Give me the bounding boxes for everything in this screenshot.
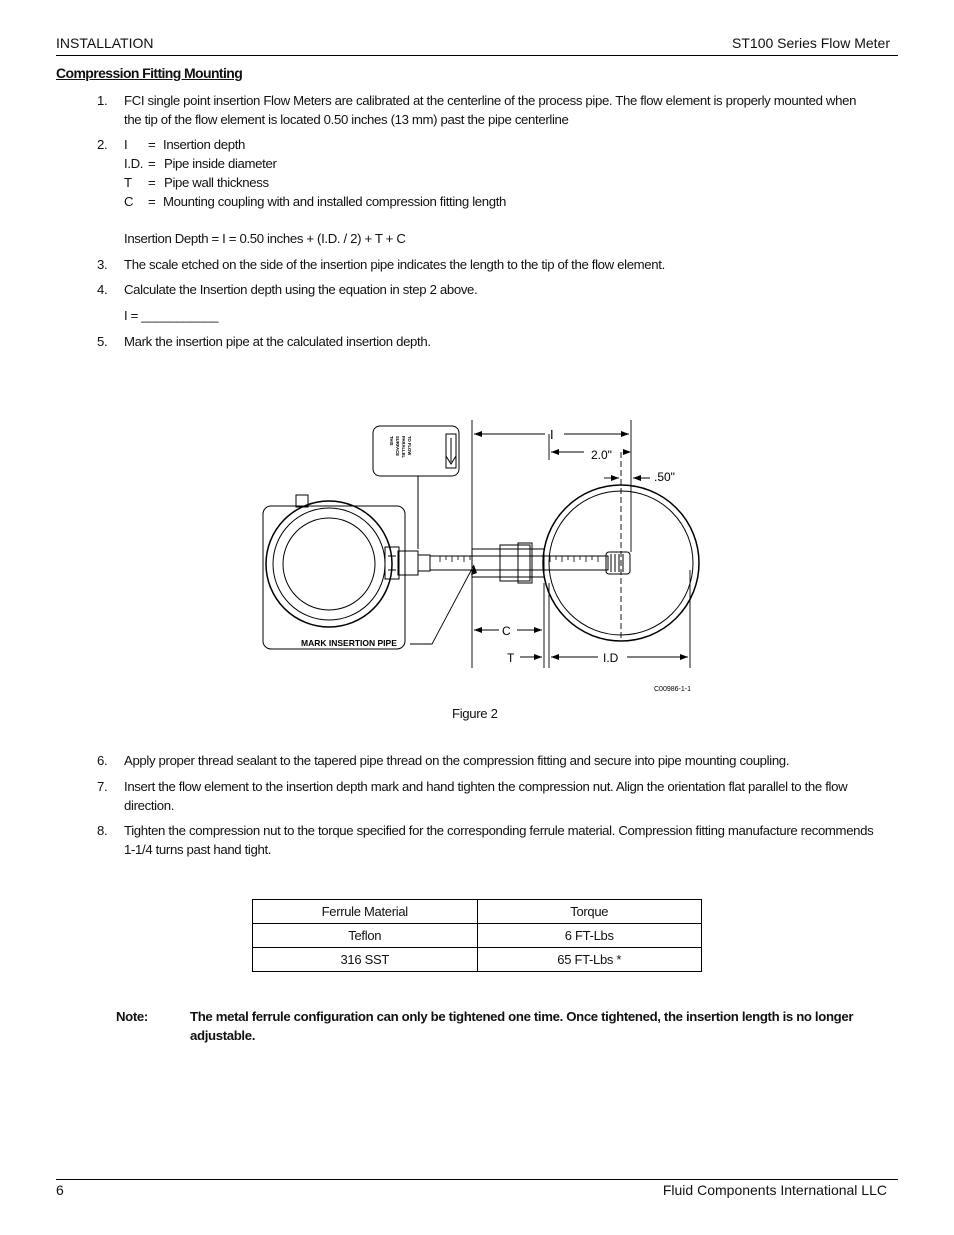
note-label: Note: [116, 1009, 148, 1024]
table-cell: Teflon [253, 924, 478, 948]
step-3-number: 3. [97, 257, 108, 272]
note-line-1: The metal ferrule configuration can only be tightened one time. Once tightened, the insertion length is no longer [190, 1009, 854, 1024]
step-7-line-2: direction. [124, 798, 175, 813]
step-4-text: Calculate the Insertion depth using the equation in step 2 above. [124, 282, 478, 297]
mounting-coupling [472, 549, 544, 577]
step-1-text [124, 91, 900, 129]
table-cell: 6 FT-Lbs [477, 924, 702, 948]
mark-insertion-pipe-label: MARK INSERTION PIPE [301, 638, 397, 648]
step-6-number: 6. [97, 753, 108, 768]
table-row [253, 924, 702, 948]
header-section-label: INSTALLATION [56, 35, 154, 51]
footer-company-name: Fluid Components International LLC [662, 1182, 887, 1198]
header-rule [56, 55, 898, 56]
table-header-row [253, 900, 702, 924]
step-1-line-2: the tip of the flow element is located 0.50 inches (13 mm) past the pipe centerline [124, 112, 569, 127]
step-5-number: 5. [97, 334, 108, 349]
step-8-line-2: 1-1/4 turns past hand tight. [124, 842, 272, 857]
step-7-line-1: Insert the flow element to the insertion depth mark and hand tighten the compression nut. Align the orientation flat parallel to the flow [124, 779, 848, 794]
transmitter-enclosure [266, 501, 392, 627]
mark-leader-line [410, 565, 474, 644]
drawing-code: C00986-1-1 [654, 686, 691, 693]
insertion-depth-formula: Insertion Depth = I = 0.50 inches + (I.D. / 2) + T + C [124, 231, 406, 246]
dimension-label-T: T [507, 651, 515, 665]
step-6-text: Apply proper thread sealant to the tapered pipe thread on the compression fitting and secure into pipe mounting coupling. [124, 753, 790, 768]
table-header-cell: Ferrule Material [253, 900, 478, 924]
step-2-number: 2. [97, 137, 108, 152]
step-7-text [124, 777, 900, 815]
step-2-definitions [124, 135, 900, 211]
figure-2-drawing [250, 415, 710, 700]
insertion-pipe [430, 556, 608, 570]
svg-text:PARALLEL: PARALLEL [401, 436, 406, 459]
orientation-tag-text [389, 436, 412, 458]
svg-text:TO FLOW: TO FLOW [407, 436, 412, 456]
table-header-cell: Torque [477, 900, 702, 924]
dimension-label-I: I [550, 427, 554, 442]
table-row [253, 948, 702, 972]
note-text [190, 1007, 900, 1045]
table-cell: 65 FT-Lbs * [477, 948, 702, 972]
table-cell: 316 SST [253, 948, 478, 972]
dimension-label-ID: I.D [603, 651, 619, 665]
footer-page-number: 6 [56, 1182, 64, 1198]
note-line-2: adjustable. [190, 1028, 256, 1043]
step-8-text [124, 821, 900, 859]
step-5-text: Mark the insertion pipe at the calculated insertion depth. [124, 334, 431, 349]
definition-row: C = Mounting coupling with and installed compression fitting length [124, 194, 507, 209]
insertion-depth-blank: I = ___________ [124, 308, 219, 323]
definition-row: T = Pipe wall thickness [124, 175, 269, 190]
footer-rule [56, 1179, 898, 1180]
sensor-tip [606, 552, 630, 574]
definition-row: I.D. = Pipe inside diameter [124, 156, 277, 171]
section-title: Compression Fitting Mounting [56, 65, 243, 81]
step-7-number: 7. [97, 779, 108, 794]
figure-caption: Figure 2 [452, 706, 498, 721]
step-1-line-1: FCI single point insertion Flow Meters are calibrated at the centerline of the process pipe. The flow element is properly mounted when [124, 93, 857, 108]
step-8-number: 8. [97, 823, 108, 838]
dimension-label-050: .50" [654, 470, 675, 484]
step-8-line-1: Tighten the compression nut to the torque specified for the corresponding ferrule material. Compression fitting manufacture recommends [124, 823, 874, 838]
svg-text:SURFACE: SURFACE [395, 436, 400, 457]
insertion-pipe-scale [440, 556, 598, 562]
compression-nut [398, 551, 418, 575]
definition-row: I = Insertion depth [124, 137, 245, 152]
ferrule-torque-table [252, 899, 702, 972]
step-3-text: The scale etched on the side of the insertion pipe indicates the length to the tip of the flow element. [124, 257, 665, 272]
header-document-title: ST100 Series Flow Meter [732, 35, 890, 51]
dimension-label-2in: 2.0" [591, 448, 612, 462]
step-1-number: 1. [97, 93, 108, 108]
svg-text:THIS: THIS [389, 436, 394, 446]
step-4-number: 4. [97, 282, 108, 297]
dimension-label-C: C [502, 624, 511, 638]
